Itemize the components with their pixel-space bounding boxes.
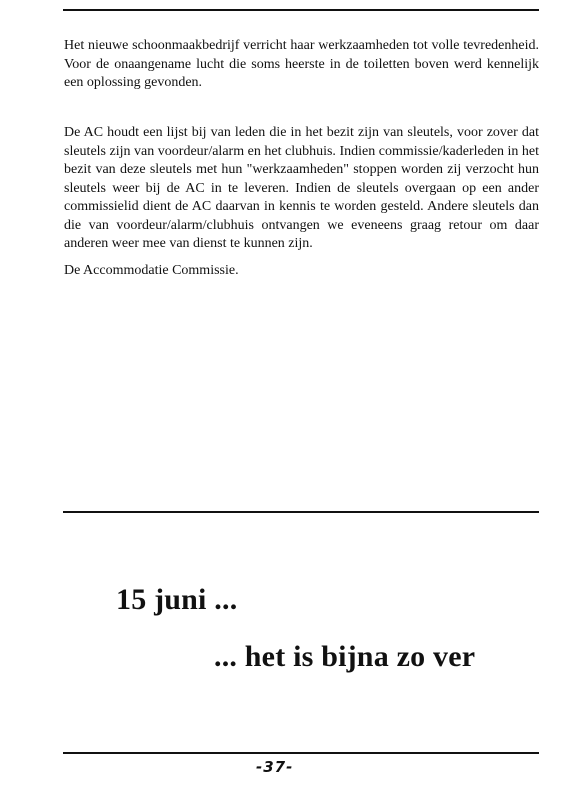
signature: De Accommodatie Commissie.	[64, 263, 239, 278]
section-divider	[63, 511, 539, 513]
paragraph-keys: De AC houdt een lijst bij van leden die in het bezit zijn van sleutels, voor zover dat sleutels zijn van voordeur/alarm en het clubhuis. Indien commissie/kaderleden in het bezit van deze sleutels met hun "werkzaamheden" stoppen worden zij verzocht hun sleutels weer bij de AC in te leveren. Indien de sleutels overgaan op een ander commissielid dient de AC daarvan in kennis te worden gesteld. Andere sleutels dan die van voordeur/alarm/clubhuis ontvangen we eveneens graag retour om daar anderen weer mee van dienst te kunnen zijn.	[64, 125, 539, 251]
paragraph-cleaning: Het nieuwe schoonmaakbedrijf verricht haar werkzaamheden tot volle tevredenheid. Voor de onaangename lucht die soms heerste in de toiletten boven werd kennelijk een oplossing gevonden.	[64, 38, 539, 90]
headline-date: 15 juni ...	[116, 583, 238, 616]
headline-tagline: ... het is bijna zo ver	[214, 640, 476, 673]
top-divider	[63, 9, 539, 11]
page-number: -37-	[256, 758, 294, 776]
bottom-divider	[63, 752, 539, 754]
